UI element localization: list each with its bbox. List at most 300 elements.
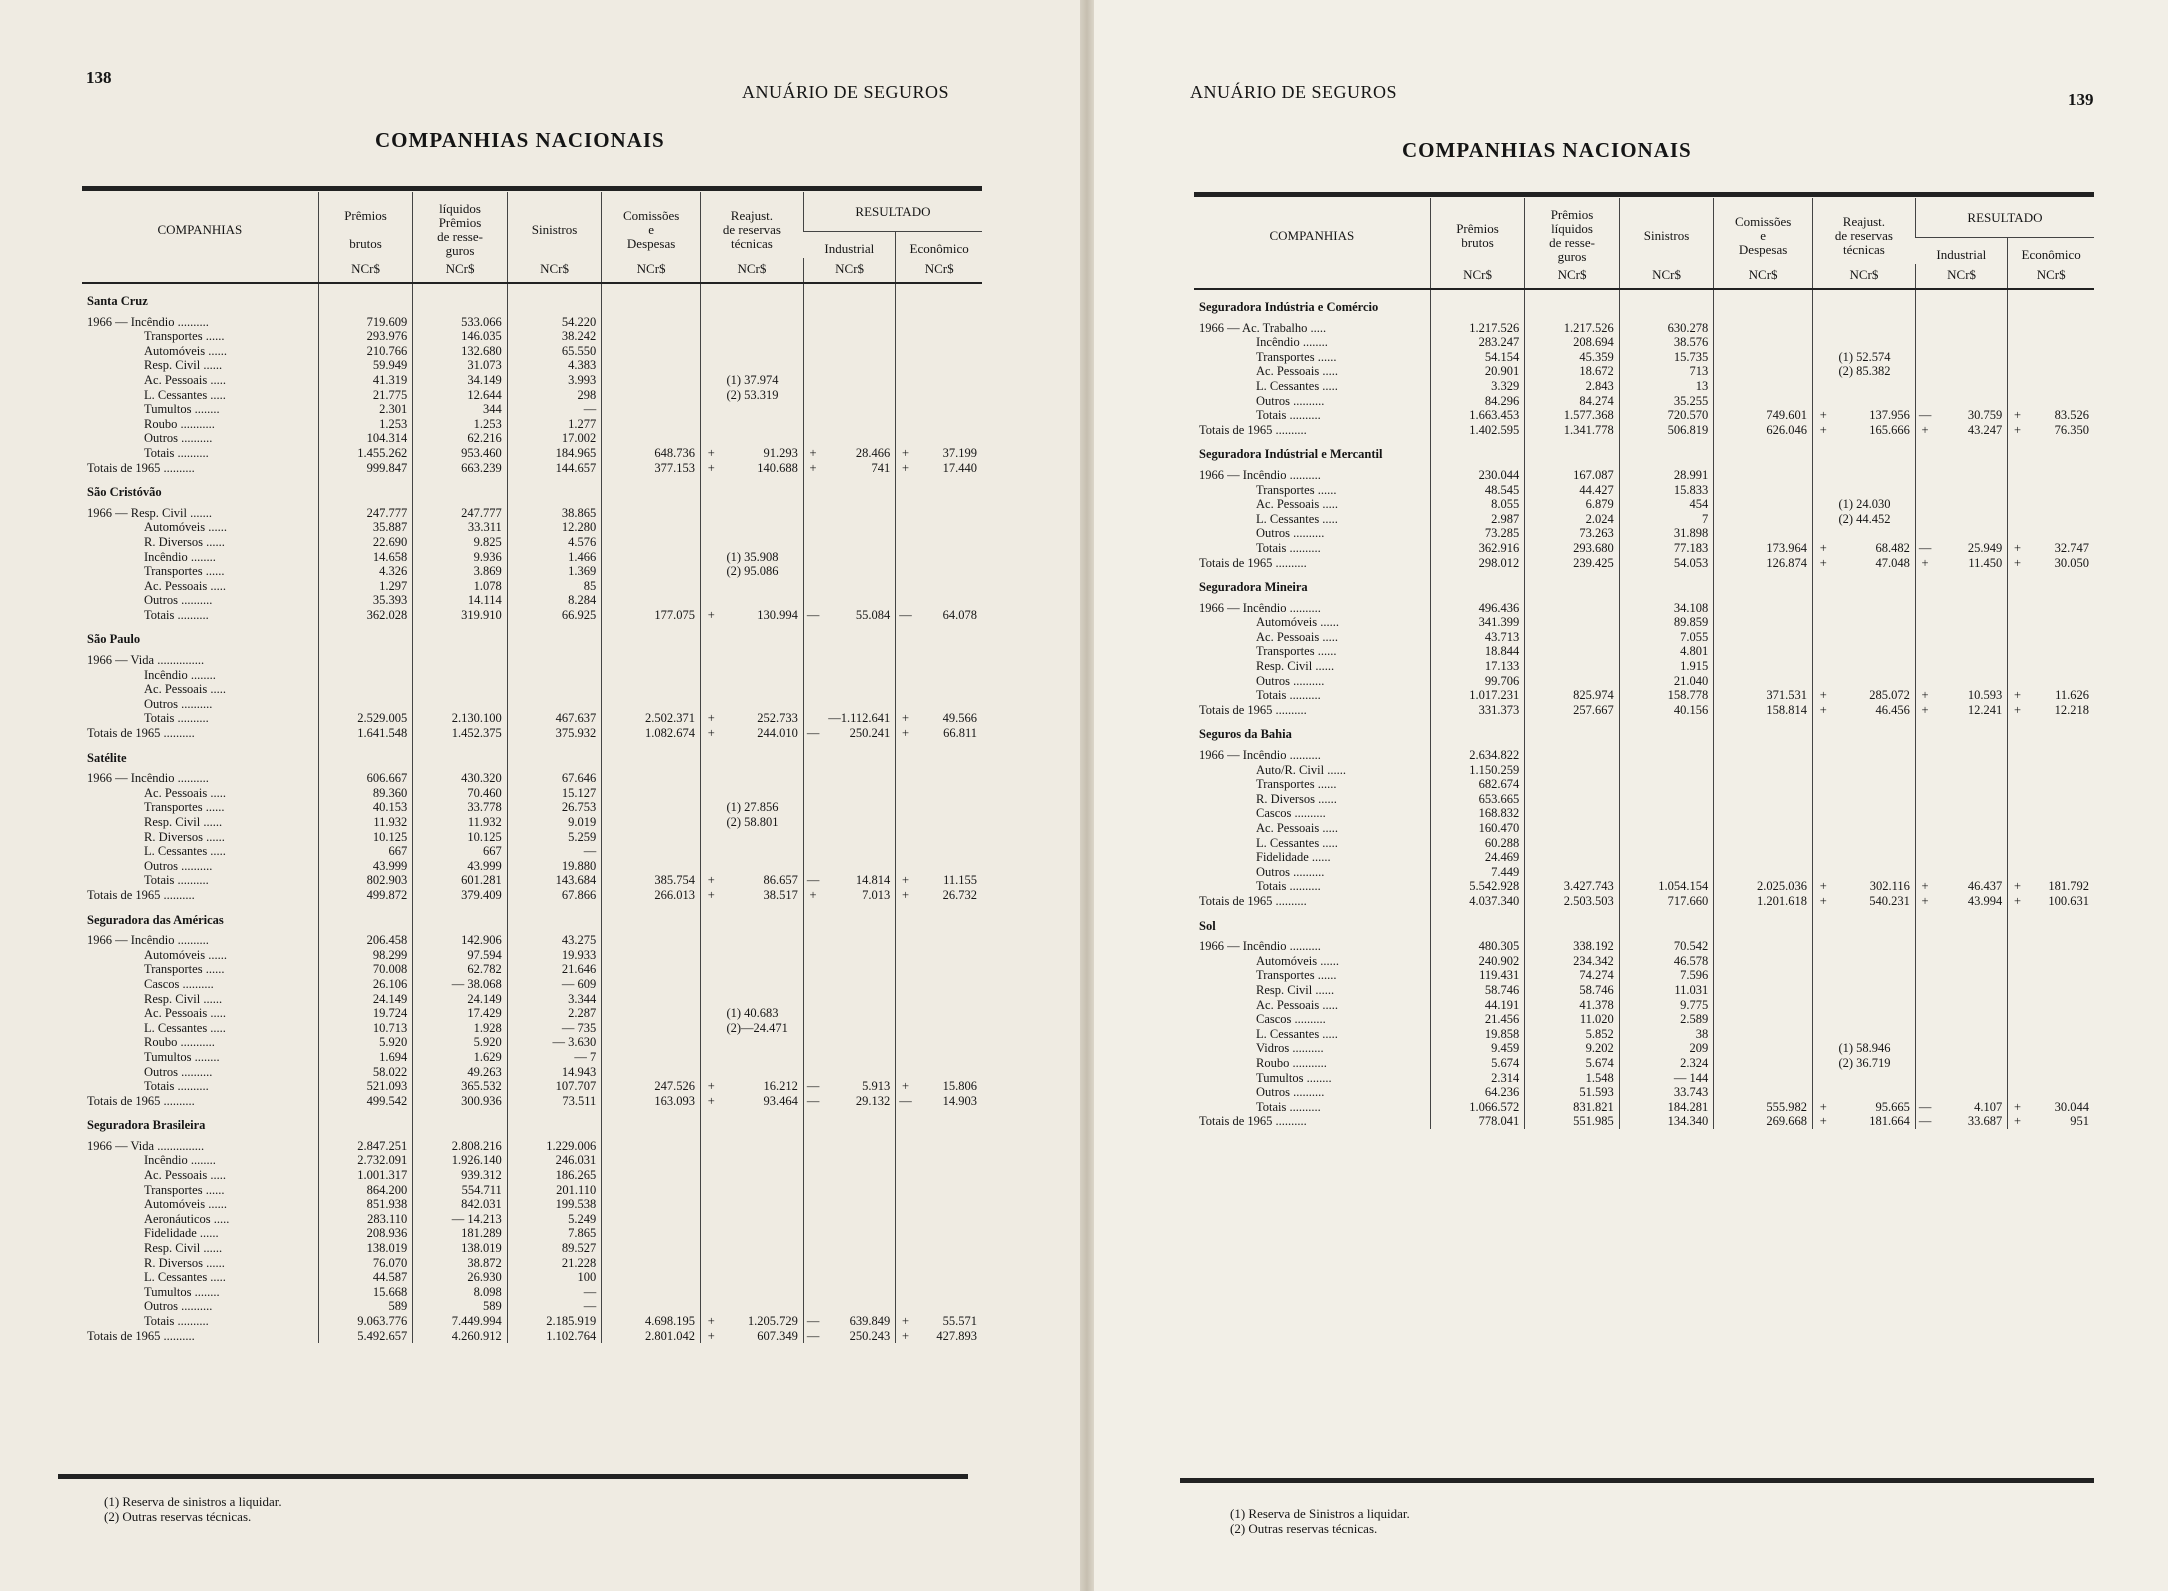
industrial-sign-cell <box>803 1241 822 1256</box>
header-economico: Econômico <box>2008 237 2094 264</box>
row-label: Transportes ...... <box>1256 777 1337 792</box>
economico-cell <box>915 1168 982 1183</box>
header-comissoes: Comissões e Despesas <box>602 192 701 258</box>
sinistros-cell: 375.932 <box>507 726 602 741</box>
comissoes-cell <box>602 1226 701 1241</box>
header-sinistros: Sinistros <box>507 192 602 258</box>
table-row <box>1194 497 2094 512</box>
reajust-cell <box>721 579 803 594</box>
economico-sign-cell <box>896 1241 915 1256</box>
reajust-sign-cell <box>1812 601 1833 616</box>
sinistros-cell: 38.242 <box>507 329 602 344</box>
comissoes-cell <box>1714 335 1813 350</box>
industrial-cell <box>1934 1056 2008 1071</box>
industrial-cell: 5.913 <box>862 1079 891 1094</box>
industrial-sign-cell: + <box>1915 879 1934 894</box>
comissoes-cell <box>1714 394 1813 409</box>
economico-sign-cell <box>896 933 915 948</box>
industrial-sign-cell <box>803 329 822 344</box>
premios-brutos-cell: 802.903 <box>318 873 413 888</box>
reajust-cell <box>721 1197 803 1212</box>
row-label: L. Cessantes ..... <box>144 1020 226 1035</box>
reajust-cell: 91.293 <box>763 445 798 460</box>
economico-sign-cell <box>896 948 915 963</box>
industrial-cell <box>822 1139 896 1154</box>
premios-brutos-cell: 7.449 <box>1430 865 1525 880</box>
comissoes-cell <box>1714 1041 1813 1056</box>
table-row <box>1194 350 2094 365</box>
reajust-sign-cell: + <box>1812 688 1833 703</box>
reajust-cell <box>1833 865 1915 880</box>
economico-cell <box>915 344 982 359</box>
reajust-sign-cell <box>700 992 721 1007</box>
row-label: Totais de 1965 .......... <box>87 1093 195 1108</box>
row-label: R. Diversos ...... <box>144 1255 225 1270</box>
company-name: São Paulo <box>87 632 141 647</box>
economico-cell <box>915 1285 982 1300</box>
comissoes-cell <box>1714 321 1813 336</box>
row-label: Auto/R. Civil ...... <box>1256 762 1346 777</box>
comissoes-cell <box>1714 777 1813 792</box>
sinistros-cell: 7.865 <box>507 1226 602 1241</box>
reajust-sign-cell <box>1812 1056 1833 1071</box>
comissoes-cell <box>1714 1085 1813 1100</box>
industrial-sign-cell <box>803 520 822 535</box>
comissoes-cell <box>1714 954 1813 969</box>
industrial-cell: 10.593 <box>1967 688 2003 703</box>
economico-sign-cell <box>896 315 915 330</box>
industrial-sign-cell <box>803 1299 822 1314</box>
industrial-cell <box>1934 615 2008 630</box>
comissoes-cell <box>602 431 701 446</box>
sinistros-cell: 199.538 <box>507 1197 602 1212</box>
premios-liquidos-cell <box>1525 601 1620 616</box>
sinistros-cell: 7.055 <box>1619 630 1714 645</box>
table-row <box>1194 1027 2094 1042</box>
economico-sign-cell: + <box>2008 879 2027 894</box>
economico-cell: 14.903 <box>942 1093 977 1108</box>
comissoes-cell <box>602 682 701 697</box>
premios-liquidos-cell: 344 <box>413 402 508 417</box>
row-label: Totais .......... <box>144 445 209 460</box>
industrial-cell <box>822 520 896 535</box>
industrial-cell <box>1934 659 2008 674</box>
table-row <box>82 608 982 623</box>
premios-liquidos-cell <box>413 682 508 697</box>
comissoes-cell: 269.668 <box>1714 1114 1813 1129</box>
reajust-sign-cell <box>700 1256 721 1271</box>
reajust-sign-cell <box>1812 1027 1833 1042</box>
reajust-sign-cell <box>700 830 721 845</box>
premios-brutos-cell: 24.149 <box>318 992 413 1007</box>
economico-cell <box>2027 615 2094 630</box>
economico-sign-cell: + <box>896 1314 915 1329</box>
industrial-cell <box>1934 1071 2008 1086</box>
premios-brutos-cell: 10.125 <box>318 830 413 845</box>
economico-sign-cell <box>896 1139 915 1154</box>
economico-sign-cell <box>2008 394 2027 409</box>
reajust-cell <box>721 1153 803 1168</box>
reajust-sign-cell: + <box>1812 408 1833 423</box>
sinistros-cell: 143.684 <box>507 873 602 888</box>
industrial-cell <box>822 771 896 786</box>
industrial-sign-cell: — <box>1915 1114 1934 1129</box>
industrial-sign-cell <box>1915 512 1934 527</box>
reajust-sign-cell <box>700 315 721 330</box>
table-row <box>82 550 982 565</box>
unit-label: NCr$ <box>1714 264 1813 289</box>
economico-sign-cell <box>2008 615 2027 630</box>
reajust-sign-cell <box>700 1212 721 1227</box>
sinistros-cell: 77.183 <box>1619 541 1714 556</box>
comissoes-cell <box>602 653 701 668</box>
industrial-sign-cell <box>1915 335 1934 350</box>
premios-brutos-cell: 70.008 <box>318 962 413 977</box>
row-label: Totais .......... <box>144 711 209 726</box>
premios-brutos-cell: 230.044 <box>1430 468 1525 483</box>
comissoes-cell <box>602 535 701 550</box>
row-label: Outros .......... <box>144 696 213 711</box>
industrial-cell: 30.759 <box>1967 408 2003 423</box>
premios-liquidos-cell: 365.532 <box>413 1079 508 1094</box>
economico-cell <box>915 962 982 977</box>
sinistros-cell: 4.383 <box>507 358 602 373</box>
reajust-sign-cell <box>700 800 721 815</box>
sinistros-cell: 2.185.919 <box>507 1314 602 1329</box>
economico-sign-cell <box>896 800 915 815</box>
reajust-cell <box>1833 468 1915 483</box>
sinistros-cell: 246.031 <box>507 1153 602 1168</box>
reajust-cell: 140.688 <box>757 460 798 475</box>
unit-label: NCr$ <box>1619 264 1714 289</box>
industrial-cell <box>1934 1085 2008 1100</box>
premios-brutos-cell: 331.373 <box>1430 703 1525 718</box>
economico-cell: 11.155 <box>943 873 977 888</box>
company-header-row <box>1194 289 2094 321</box>
industrial-sign-cell <box>1915 1071 1934 1086</box>
industrial-sign-cell <box>803 1197 822 1212</box>
economico-sign-cell <box>896 1050 915 1065</box>
reajust-cell <box>1833 954 1915 969</box>
reajust-sign-cell <box>1812 954 1833 969</box>
comissoes-cell: 163.093 <box>602 1094 701 1109</box>
premios-brutos-cell: 1.297 <box>318 579 413 594</box>
premios-brutos-cell: 2.529.005 <box>318 711 413 726</box>
economico-cell <box>915 977 982 992</box>
table-row <box>82 358 982 373</box>
sinistros-cell: 46.578 <box>1619 954 1714 969</box>
row-label: Transportes ...... <box>144 1182 225 1197</box>
industrial-cell <box>822 786 896 801</box>
economico-cell <box>915 329 982 344</box>
reajust-sign-cell <box>700 771 721 786</box>
comissoes-cell: 177.075 <box>602 608 701 623</box>
premios-brutos-cell: 4.037.340 <box>1430 894 1525 909</box>
row-label: Totais .......... <box>144 607 209 622</box>
premios-liquidos-cell: 10.125 <box>413 830 508 845</box>
premios-brutos-cell: 480.305 <box>1430 939 1525 954</box>
premios-liquidos-cell: 9.825 <box>413 535 508 550</box>
table-row <box>82 1299 982 1314</box>
premios-liquidos-cell: 74.274 <box>1525 968 1620 983</box>
premios-brutos-cell: 14.658 <box>318 550 413 565</box>
comissoes-cell <box>1714 1071 1813 1086</box>
economico-cell <box>2027 630 2094 645</box>
reajust-cell: (2) 53.319 <box>726 387 779 402</box>
row-label: R. Diversos ...... <box>144 829 225 844</box>
premios-brutos-cell: 89.360 <box>318 786 413 801</box>
industrial-cell: 12.241 <box>1967 702 2003 717</box>
economico-sign-cell: + <box>896 888 915 903</box>
industrial-sign-cell: — <box>803 1314 822 1329</box>
table-row <box>1194 939 2094 954</box>
reajust-sign-cell: + <box>700 1094 721 1109</box>
table-row <box>82 520 982 535</box>
economico-cell: 76.350 <box>2054 422 2089 437</box>
premios-brutos-cell: 76.070 <box>318 1256 413 1271</box>
sinistros-cell: 158.778 <box>1619 688 1714 703</box>
premios-liquidos-cell: 51.593 <box>1525 1085 1620 1100</box>
sinistros-cell: 3.993 <box>507 373 602 388</box>
sinistros-cell: 43.275 <box>507 933 602 948</box>
sinistros-cell <box>1619 806 1714 821</box>
premios-liquidos-cell: 247.777 <box>413 506 508 521</box>
premios-brutos-cell: 99.706 <box>1430 674 1525 689</box>
unit-label: NCr$ <box>413 258 508 283</box>
premios-brutos-cell: 589 <box>318 1299 413 1314</box>
reajust-sign-cell <box>700 520 721 535</box>
reajust-sign-cell <box>1812 512 1833 527</box>
sinistros-cell: 73.511 <box>507 1094 602 1109</box>
industrial-cell <box>822 859 896 874</box>
industrial-sign-cell <box>1915 806 1934 821</box>
economico-cell <box>2027 968 2094 983</box>
industrial-cell <box>1934 806 2008 821</box>
industrial-sign-cell <box>803 431 822 446</box>
economico-sign-cell: — <box>896 1094 915 1109</box>
premios-liquidos-cell: 17.429 <box>413 1006 508 1021</box>
premios-brutos-cell: 362.916 <box>1430 541 1525 556</box>
comissoes-cell <box>602 564 701 579</box>
sinistros-cell <box>1619 792 1714 807</box>
industrial-sign-cell <box>1915 364 1934 379</box>
premios-liquidos-cell: 842.031 <box>413 1197 508 1212</box>
row-label: Ac. Pessoais ..... <box>1256 364 1338 379</box>
reajust-sign-cell <box>1812 850 1833 865</box>
economico-sign-cell <box>896 1197 915 1212</box>
premios-brutos-cell: 240.902 <box>1430 954 1525 969</box>
economico-cell: 100.631 <box>2048 893 2089 908</box>
premios-liquidos-cell: 1.452.375 <box>413 726 508 741</box>
reajust-cell: (2)—24.471 <box>726 1020 788 1035</box>
table-row <box>82 786 982 801</box>
sinistros-cell: 717.660 <box>1619 894 1714 909</box>
reajust-sign-cell: + <box>1812 1100 1833 1115</box>
economico-sign-cell <box>896 402 915 417</box>
sinistros-cell <box>1619 850 1714 865</box>
industrial-cell <box>822 535 896 550</box>
row-label: Roubo ........... <box>144 1035 215 1050</box>
industrial-sign-cell <box>803 962 822 977</box>
industrial-cell: 250.241 <box>849 726 891 741</box>
table-row <box>82 859 982 874</box>
comissoes-cell: 4.698.195 <box>602 1314 701 1329</box>
economico-sign-cell: + <box>2008 408 2027 423</box>
table-row <box>1194 541 2094 556</box>
table-row <box>82 800 982 815</box>
reajust-sign-cell <box>700 682 721 697</box>
company-name: Seguradora Indústria e Comércio <box>1199 300 1379 314</box>
sinistros-cell <box>1619 763 1714 778</box>
sinistros-cell: 38.865 <box>507 506 602 521</box>
industrial-sign-cell: + <box>803 888 822 903</box>
reajust-sign-cell <box>700 1270 721 1285</box>
economico-sign-cell: + <box>896 446 915 461</box>
premios-brutos-cell: 59.949 <box>318 358 413 373</box>
footnote-1: (1) Reserva de Sinistros a liquidar. <box>1230 1506 1410 1521</box>
industrial-cell <box>822 1256 896 1271</box>
left-footnotes <box>104 1494 282 1524</box>
table-row <box>82 1168 982 1183</box>
economico-sign-cell <box>896 358 915 373</box>
comissoes-cell <box>1714 1056 1813 1071</box>
sinistros-cell: — 609 <box>507 977 602 992</box>
comissoes-cell <box>602 1241 701 1256</box>
industrial-cell <box>822 329 896 344</box>
comissoes-cell <box>602 388 701 403</box>
sinistros-cell: 107.707 <box>507 1079 602 1094</box>
comissoes-cell <box>602 1050 701 1065</box>
premios-brutos-cell: 499.872 <box>318 888 413 903</box>
industrial-cell <box>1934 497 2008 512</box>
premios-liquidos-cell: 70.460 <box>413 786 508 801</box>
economico-cell <box>915 1226 982 1241</box>
premios-brutos-cell: 9.063.776 <box>318 1314 413 1329</box>
table-row <box>1194 792 2094 807</box>
economico-cell <box>2027 350 2094 365</box>
industrial-cell <box>822 1035 896 1050</box>
reajust-cell <box>721 417 803 432</box>
company-name: Seguradora Brasileira <box>87 1118 206 1133</box>
economico-sign-cell: + <box>896 873 915 888</box>
comissoes-cell <box>602 1153 701 1168</box>
premios-liquidos-cell: 338.192 <box>1525 939 1620 954</box>
sinistros-cell: 186.265 <box>507 1168 602 1183</box>
reajust-sign-cell <box>700 564 721 579</box>
industrial-sign-cell <box>1915 526 1934 541</box>
reajust-sign-cell <box>1812 939 1833 954</box>
reajust-cell: 607.349 <box>757 1328 798 1343</box>
industrial-cell <box>822 1285 896 1300</box>
reajust-cell <box>721 1168 803 1183</box>
company-name: Seguros da Bahia <box>1199 727 1292 742</box>
row-label: Outros .......... <box>144 1299 213 1314</box>
comissoes-cell <box>1714 630 1813 645</box>
economico-cell <box>2027 1085 2094 1100</box>
table-row <box>82 830 982 845</box>
reajust-sign-cell <box>1812 836 1833 851</box>
sinistros-cell: 17.002 <box>507 431 602 446</box>
comissoes-cell <box>1714 763 1813 778</box>
economico-sign-cell <box>896 1256 915 1271</box>
row-label: Cascos .......... <box>1256 806 1326 821</box>
industrial-cell <box>1934 998 2008 1013</box>
table-row <box>1194 1056 2094 1071</box>
row-label: Transportes ...... <box>1256 349 1337 364</box>
premios-brutos-cell: 35.393 <box>318 593 413 608</box>
premios-liquidos-cell: 45.359 <box>1525 350 1620 365</box>
industrial-cell <box>822 593 896 608</box>
reajust-sign-cell <box>1812 379 1833 394</box>
economico-cell <box>915 373 982 388</box>
economico-cell: 30.050 <box>2054 555 2089 570</box>
row-label: Automóveis ...... <box>1256 615 1339 630</box>
industrial-cell <box>1934 1012 2008 1027</box>
row-label: Cascos .......... <box>144 976 214 991</box>
economico-sign-cell <box>896 550 915 565</box>
reajust-cell <box>721 697 803 712</box>
reajust-cell <box>721 431 803 446</box>
premios-liquidos-cell: 8.098 <box>413 1285 508 1300</box>
industrial-cell: —1.112.641 <box>828 711 891 726</box>
economico-cell <box>915 1212 982 1227</box>
economico-sign-cell: + <box>896 711 915 726</box>
row-label: 1966 — Incêndio .......... <box>1199 467 1321 482</box>
industrial-sign-cell <box>1915 659 1934 674</box>
economico-sign-cell <box>896 1285 915 1300</box>
footnote-1: (1) Reserva de sinistros a liquidar. <box>104 1494 282 1509</box>
premios-brutos-cell: 1.150.259 <box>1430 763 1525 778</box>
row-label: Incêndio ........ <box>144 667 216 682</box>
table-row <box>1194 1085 2094 1100</box>
economico-cell <box>2027 644 2094 659</box>
comissoes-cell <box>1714 792 1813 807</box>
table-row <box>82 711 982 726</box>
premios-brutos-cell: 19.724 <box>318 1006 413 1021</box>
sinistros-cell: 33.743 <box>1619 1085 1714 1100</box>
premios-brutos-cell: 1.253 <box>318 417 413 432</box>
economico-sign-cell <box>896 697 915 712</box>
reajust-cell <box>721 1270 803 1285</box>
industrial-cell <box>822 1212 896 1227</box>
economico-cell <box>915 1256 982 1271</box>
economico-cell <box>915 535 982 550</box>
sinistros-cell: 21.228 <box>507 1256 602 1271</box>
industrial-sign-cell <box>803 358 822 373</box>
sinistros-cell: 9.775 <box>1619 998 1714 1013</box>
table-row <box>1194 674 2094 689</box>
reajust-sign-cell <box>700 593 721 608</box>
industrial-cell <box>822 550 896 565</box>
premios-liquidos-cell <box>1525 806 1620 821</box>
economico-sign-cell <box>896 844 915 859</box>
industrial-sign-cell <box>803 800 822 815</box>
premios-brutos-cell: 778.041 <box>1430 1114 1525 1129</box>
table-row <box>82 373 982 388</box>
table-row <box>82 1079 982 1094</box>
reajust-cell: 181.664 <box>1869 1114 1910 1129</box>
reajust-cell <box>721 1226 803 1241</box>
economico-cell <box>2027 468 2094 483</box>
row-label: Aeronáuticos ..... <box>144 1211 230 1226</box>
industrial-sign-cell: + <box>1915 423 1934 438</box>
economico-cell: 64.078 <box>942 607 977 622</box>
sinistros-cell: 67.646 <box>507 771 602 786</box>
sinistros-cell: 21.040 <box>1619 674 1714 689</box>
industrial-cell <box>822 358 896 373</box>
row-label: Resp. Civil ...... <box>144 991 223 1006</box>
comissoes-cell <box>602 786 701 801</box>
